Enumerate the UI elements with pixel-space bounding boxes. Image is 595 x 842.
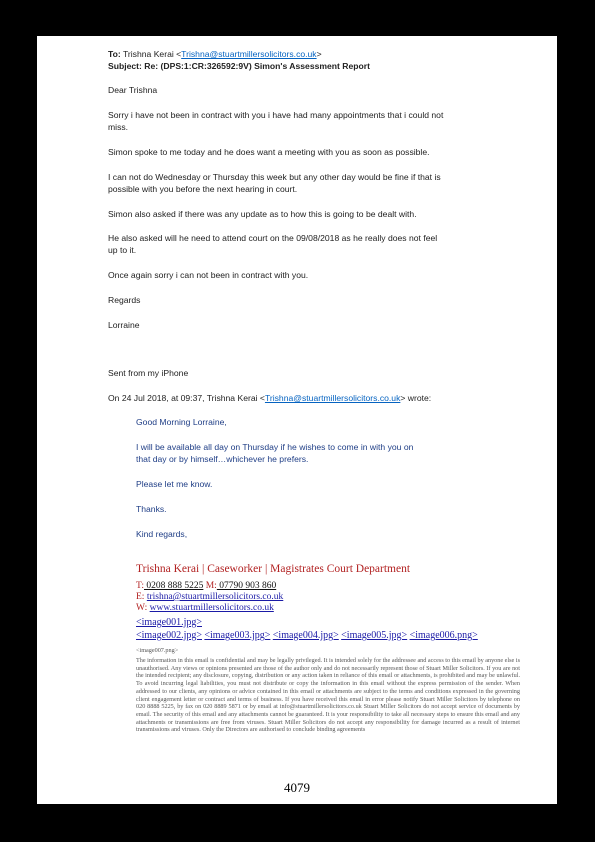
para-3-line-1: I can not do Wednesday or Thursday this week but any other day would be fine if that is (108, 172, 441, 182)
regards: Regards (108, 295, 141, 305)
phone-value[interactable]: 0208 888 5225 (143, 581, 204, 591)
quoted-header-suffix: > wrote: (400, 393, 432, 403)
to-label: To: (108, 49, 121, 59)
email-disclaimer: The information in this email is confidential and may be legally privileged. It is intended solely for the addressee and access to this email by anyone else is unauthorised. Any views or opinions presented are those of the author only and do not necessarily represent those of Stuart Miller Solicitors. If you are not the intended recipient; any disclosure, copying, distribution or any action taken in reliance of this email or attachments, is prohibited and may be unlawful. To avoid incurring legal liabilities, you must not distribute or copy the information in this email without the express permission of the sender. When addressed to our clients, any opinions or advice contained in this email or attachments are subject to the terms and conditions expressed in the governing client engagement letter or contract and terms of business. If you have received this email in error please notify Stuart Miller Solicitors by telephone on 020 8888 5225, by fax on 020 8889 5871 or by email at info@stuartmillersolicitors.co.uk Stuart Miller Solicitors do not accept service of documents by email. The security of this email and any attachments cannot be guaranteed. It is your responsibility to take all necessary steps to ensure this email and any attachments or transmissions are free from viruses. Stuart Miller Solicitors do not accept any responsibility for damage incurred as a result of internet transmissions and viruses. Only the Directors are authorised to conclude binding agreements (136, 657, 520, 734)
para-6: Once again sorry i can not been in contract with you. (108, 270, 309, 280)
to-email-link[interactable]: Trishna@stuartmillersolicitors.co.uk (181, 49, 317, 59)
to-line (108, 49, 322, 61)
image-placeholder-row (136, 630, 478, 642)
sender-name: Lorraine (108, 320, 140, 330)
quote-line-3: Please let me know. (136, 479, 213, 489)
quoted-header (108, 393, 431, 405)
greeting: Dear Trishna (108, 85, 158, 95)
quote-line-5: Kind regards, (136, 529, 188, 539)
signature-web-link[interactable]: www.stuartmillersolicitors.co.uk (149, 603, 274, 613)
image-placeholder-4[interactable]: <image004.jpg> (272, 630, 339, 641)
quote-line-4: Thanks. (136, 504, 167, 514)
signature-phone-line (136, 581, 276, 592)
email-label: E: (136, 592, 145, 602)
para-4: Simon also asked if there was any update as to how this is going to be dealt with. (108, 209, 417, 219)
subject-label: Subject: (108, 61, 142, 71)
subject-text: Re: (DPS:1:CR:326592:9V) Simon's Assessment Report (141, 61, 371, 71)
quoted-email-link[interactable]: Trishna@stuartmillersolicitors.co.uk (264, 393, 401, 403)
to-name: Trishna Kerai < (120, 49, 182, 59)
signature-web-line (136, 603, 274, 614)
document-page (37, 36, 557, 804)
para-1-line-1: Sorry i have not been in contract with you i have had many appointments that i could not (108, 110, 444, 120)
signature-email-link[interactable]: trishna@stuartmillersolicitors.co.uk (146, 592, 284, 602)
para-1-line-2: miss. (108, 122, 129, 132)
quote-line-1: I will be available all day on Thursday if he wishes to come in with you on (136, 442, 414, 452)
quoted-header-prefix: On 24 Jul 2018, at 09:37, Trishna Kerai < (108, 393, 265, 403)
image-placeholder-3[interactable]: <image003.jpg> (204, 630, 271, 641)
para-5-line-1: He also asked will he need to attend court on the 09/08/2018 as he really does not feel (108, 233, 438, 243)
image-placeholder-7: <image007.png> (136, 647, 179, 654)
signature-email-line (136, 592, 283, 603)
subject-line (108, 61, 370, 73)
image-placeholder-2[interactable]: <image002.jpg> (136, 630, 202, 641)
image-placeholder-1[interactable]: <image001.jpg> (136, 617, 202, 628)
sent-from: Sent from my iPhone (108, 368, 189, 378)
phone-label: T: (136, 581, 144, 591)
page-number: 4079 (284, 780, 310, 795)
mobile-label: M: (205, 581, 217, 591)
image-placeholder-5[interactable]: <image005.jpg> (341, 630, 408, 641)
web-label: W: (136, 603, 148, 613)
mobile-value[interactable]: 07790 903 860 (216, 581, 277, 591)
para-5-line-2: up to it. (108, 245, 137, 255)
quote-line-2: that day or by himself…whichever he prefers. (136, 454, 309, 464)
para-2: Simon spoke to me today and he does want a meeting with you as soon as possible. (108, 147, 430, 157)
to-close: > (316, 49, 322, 59)
signature-title: Trishna Kerai | Caseworker | Magistrates Court Department (136, 563, 411, 575)
image-placeholder-6[interactable]: <image006.png> (409, 630, 478, 641)
para-3-line-2: possible with you before the next hearing in court. (108, 184, 298, 194)
quote-greeting: Good Morning Lorraine, (136, 417, 227, 427)
